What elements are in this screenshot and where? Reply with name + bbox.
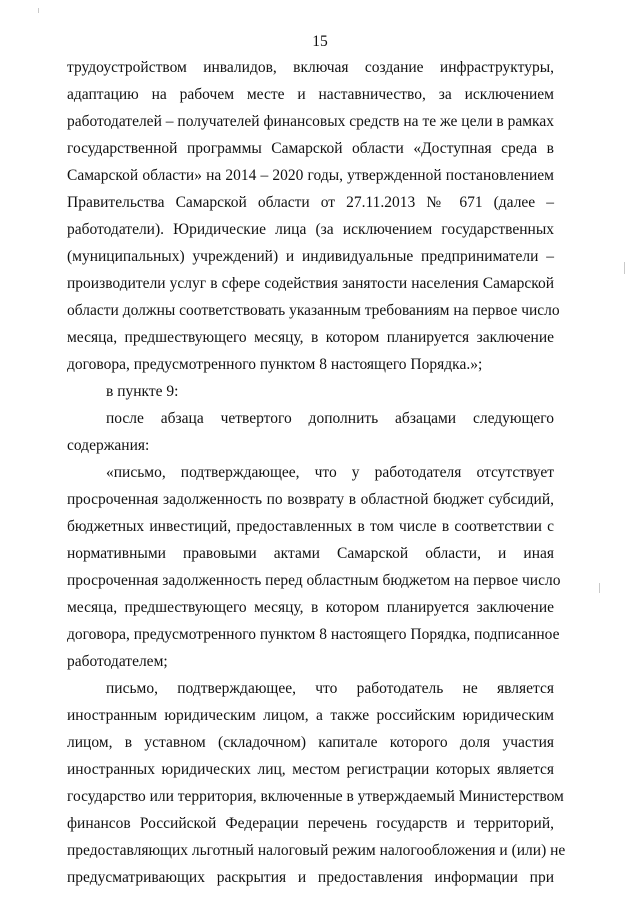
text-line: работодателей – получателей финансовых средств на те же цели в рамках [67, 113, 554, 130]
text-line: бюджетных инвестиций, предоставленных в том числе в соответствии с [67, 518, 554, 535]
scan-mark [599, 583, 600, 593]
text-line: содержания: [67, 437, 150, 454]
text-line: государственной программы Самарской области «Доступная среда в [67, 140, 554, 157]
text-line: договора, предусмотренного пунктом 8 настоящего Порядка, подписанное [67, 626, 560, 643]
text-line: месяца, предшествующего месяцу, в котором планируется заключение [67, 329, 554, 346]
text-line: лицом, в уставном (складочном) капитале которого доля участия [67, 734, 554, 751]
text-line: адаптацию на рабочем месте и наставничество, за исключением [67, 86, 554, 103]
text-line: (муниципальных) учреждений) и индивидуальные предприниматели – [67, 248, 554, 265]
text-line: Правительства Самарской области от 27.11.2013 № 671 (далее – [67, 194, 554, 211]
scan-mark [624, 262, 625, 274]
text-line: после абзаца четвертого дополнить абзацами следующего [106, 410, 554, 427]
text-line: письмо, подтверждающее, что работодатель не является [106, 680, 554, 697]
text-line: производители услуг в сфере содействия занятости населения Самарской [67, 275, 554, 292]
text-line: трудоустройством инвалидов, включая создание инфраструктуры, [67, 59, 554, 76]
text-line: просроченная задолженность перед областным бюджетом на первое число [67, 572, 561, 589]
text-line: работодатели). Юридические лица (за исключением государственных [67, 221, 554, 238]
text-line: Самарской области» на 2014 – 2020 годы, утвержденной постановлением [67, 167, 554, 184]
text-line: месяца, предшествующего месяцу, в котором планируется заключение [67, 599, 554, 616]
text-line: «письмо, подтверждающее, что у работодателя отсутствует [106, 464, 554, 481]
page-number: 15 [312, 33, 328, 50]
text-line: иностранных юридических лиц, местом регистрации которых является [67, 761, 554, 778]
text-line: государство или территория, включенные в утверждаемый Министерством [67, 788, 564, 805]
text-line: финансов Российской Федерации перечень государств и территорий, [67, 815, 554, 832]
text-line: договора, предусмотренного пунктом 8 настоящего Порядка.»; [67, 356, 483, 373]
text-line: нормативными правовыми актами Самарской области, и иная [67, 545, 554, 562]
text-line: в пункте 9: [106, 383, 179, 400]
text-line: работодателем; [67, 653, 168, 670]
text-line: просроченная задолженность по возврату в областной бюджет субсидий, [67, 491, 554, 508]
scan-mark [38, 8, 39, 13]
text-line: иностранным юридическим лицом, а также российским юридическим [67, 707, 554, 724]
text-line: предусматривающих раскрытия и предоставления информации при [67, 869, 554, 886]
text-line: предоставляющих льготный налоговый режим налогообложения и (или) не [67, 842, 566, 859]
text-line: области должны соответствовать указанным требованиям на первое число [67, 302, 560, 319]
